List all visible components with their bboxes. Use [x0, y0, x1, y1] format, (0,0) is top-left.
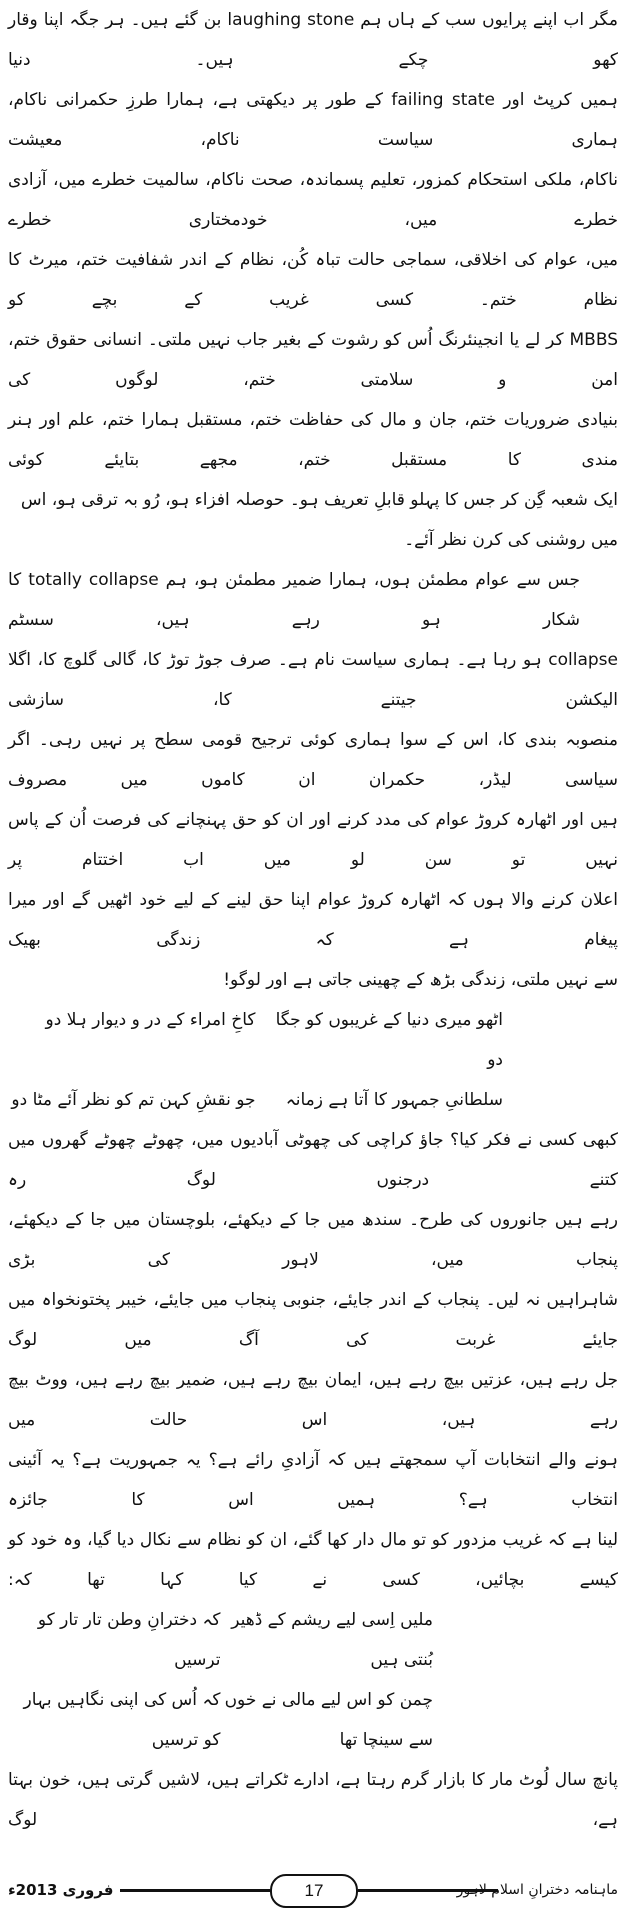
page-footer	[8, 1872, 618, 1908]
verse-first-hemistich: چمن کو اس لیے مالی نے خوں سے سینچا تھا	[224, 1690, 433, 1750]
article-body	[8, 0, 618, 1840]
text-line: مگر اب اپنے پرایوں سب کے ہاں ہم laughing stone بن گئے ہیں۔ ہر جگہ اپنا وقار کھو چکے ہیں۔ دنیا	[8, 10, 618, 70]
text-line: ناکام، ملکی استحکام کمزور، تعلیم پسماندہ، صحت ناکام، سالمیت خطرے میں، آزادی خطرے میں، خودمختاری خطرے	[8, 170, 618, 230]
text-line: میں، عوام کی اخلاقی، سماجی حالت تباہ کُن، نظام کے اندر شفافیت ختم، میرٹ کا نظام ختم۔ کسی غریب کے بچے کو	[8, 250, 618, 310]
text-line: جل رہے ہیں، عزتیں بیچ رہے ہیں، ایمان بیچ رہے ہیں، ضمیر بیچ رہے ہیں، ووٹ بیچ رہے ہیں، اس حالت میں	[8, 1370, 618, 1430]
text-line: ہمیں کرپٹ اور failing state کے طور پر دیکھتی ہے، ہمارا طرزِ حکمرانی ناکام، ہماری سیاست ناکام، معیشت	[8, 90, 618, 150]
text-line: ہیں اور اٹھارہ کروڑ عوام کی مدد کرنے اور ان کو حق پہنچانے کی فرصت اُن کے پاس نہیں تو سن لو میں اب اختتام پر	[8, 810, 618, 870]
issue-date: فروری 2013ء	[8, 1881, 114, 1899]
couplet	[8, 1680, 618, 1760]
text-line: پانچ سال لُوٹ مار کا بازار گرم رہتا ہے، ادارے ٹکراتے ہیں، لاشیں گرتی ہیں، خون بہتا ہے، لوگ	[8, 1770, 618, 1830]
text-line: collapse ہو رہا ہے۔ ہماری سیاست نام ہے۔ صرف جوڑ توڑ کا، گالی گلوچ کا، اگلا الیکشن جیتنے کا، سازشی	[8, 650, 618, 710]
text-line: لینا ہے کہ غریب مزدور کو تو مال دار کھا گئے، ان کو نظام سے نکال دیا گیا، وہ خود کو کیسے بچائیں، کسی نے کیا کہا تھا کہ:	[8, 1530, 618, 1590]
verse-second-hemistich: کہ اُس کی اپنی نگاہیں بہار کو ترسیں	[23, 1690, 221, 1750]
text-line: بنیادی ضروریات ختم، جان و مال کی حفاظت ختم، مستقبل ہمارا ختم، علم اور ہنر مندی کا مستقبل ختم، مجھے بتایئے کوئی	[8, 410, 618, 470]
verse-second-hemistich: کاخِ امراء کے در و دیوار ہلا دو	[45, 1010, 256, 1030]
paragraph-start-line: جس سے عوام مطمئن ہوں، ہمارا ضمیر مطمئن ہو، ہم totally collapse کا شکار ہو رہے ہیں، سسٹم	[8, 570, 580, 630]
verse-first-hemistich: اٹھو میری دنیا کے غریبوں کو جگا دو	[275, 1010, 503, 1070]
magazine-name: ماہنامہ دخترانِ اسلام لاہور	[456, 1882, 618, 1898]
text-line: کبھی کسی نے فکر کیا؟ جاؤ کراچی کی چھوٹی آبادیوں میں، چھوٹے چھوٹے گھروں میں کتنے درجنوں لوگ رہ	[8, 1130, 618, 1190]
verse-second-hemistich: جو نقشِ کہن تم کو نظر آئے مٹا دو	[11, 1090, 256, 1110]
verse-first-hemistich: ملیں اِسی لیے ریشم کے ڈھیر بُنتی ہیں	[231, 1610, 433, 1670]
footer-rule-left	[120, 1889, 270, 1892]
couplet	[8, 1600, 618, 1680]
text-line: سے نہیں ملتی، زندگی بڑھ کے چھینی جاتی ہے اور لوگو!	[223, 970, 618, 990]
text-line: ہونے والے انتخابات آپ سمجھتے ہیں کہ آزادیِ رائے ہے؟ یہ جمہوریت ہے؟ یہ آئینی انتخاب ہے؟ ہمیں اس کا جائزہ	[8, 1450, 618, 1510]
text-line: MBBS کر لے یا انجینئرنگ اُس کو رشوت کے بغیر جاب نہیں ملتی۔ انسانی حقوق ختم، امن و سلامتی ختم، لوگوں کی	[8, 330, 618, 390]
text-line: اعلان کرنے والا ہوں کہ اٹھارہ کروڑ عوام اپنا حق لینے کے لیے خود اٹھیں گے اور میرا پیغام ہے کہ زندگی بھیک	[8, 890, 618, 950]
verse-second-hemistich: کہ دخترانِ وطن تار تار کو ترسیں	[37, 1610, 221, 1670]
text-line: منصوبہ بندی کا، اس کے سوا ہماری کوئی ترجیح قومی سطح پر نہیں رہی۔ اگر سیاسی لیڈر، حکمران ان کاموں میں مصروف	[8, 730, 618, 790]
verse-first-hemistich: سلطانیِ جمہور کا آتا ہے زمانہ	[285, 1090, 503, 1110]
text-line: رہے ہیں جانوروں کی طرح۔ سندھ میں جا کے دیکھئے، بلوچستان میں جا کے دیکھئے، پنجاب میں، لاہور کی بڑی	[8, 1210, 618, 1270]
text-line: ایک شعبہ گِن کر جس کا پہلو قابلِ تعریف ہو۔ حوصلہ افزاء ہو، رُو بہ ترقی ہو، اس میں روشنی کی کرن نظر آئے۔	[20, 490, 618, 550]
page-number: 17	[270, 1874, 358, 1908]
couplet	[8, 1000, 618, 1080]
couplet	[8, 1080, 618, 1120]
text-line: شاہراہیں نہ لیں۔ پنجاب کے اندر جایئے، جنوبی پنجاب میں جایئے، خیبر پختونخواہ میں جایئے غربت کی آگ میں لوگ	[8, 1290, 618, 1350]
